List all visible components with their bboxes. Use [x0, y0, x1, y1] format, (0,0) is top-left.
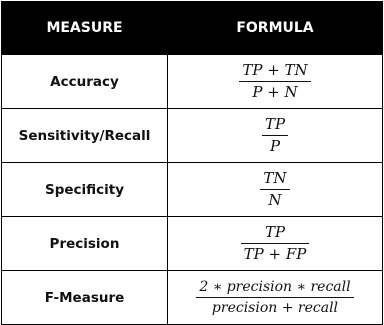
header-formula: FORMULA: [168, 2, 383, 55]
formula-denominator: TP + FP: [243, 245, 307, 263]
table-row: [2, 55, 383, 109]
formula-numerator: TP + TN: [242, 61, 308, 79]
formula-cell: [168, 109, 383, 163]
table-row: [2, 109, 383, 163]
formula-cell: [168, 55, 383, 109]
metrics-table-container: [1, 1, 382, 320]
formula-fraction: [260, 171, 289, 208]
measure-name: Sensitivity/Recall: [2, 109, 168, 163]
formula-denominator: N: [268, 191, 282, 209]
formula-cell: [168, 163, 383, 217]
formula-fraction: [262, 117, 288, 154]
formula-numerator: TN: [263, 169, 287, 187]
formula-fraction: [196, 280, 353, 315]
metrics-table: [1, 1, 383, 325]
table-row: [2, 217, 383, 271]
formula-numerator: TP: [264, 115, 286, 133]
measure-name: F-Measure: [2, 271, 168, 325]
header-row: [2, 2, 383, 55]
table-row: [2, 271, 383, 325]
header-measure: MEASURE: [2, 2, 168, 55]
measure-name: Specificity: [2, 163, 168, 217]
measure-name: Precision: [2, 217, 168, 271]
table-row: [2, 163, 383, 217]
formula-numerator: TP: [264, 223, 286, 241]
formula-cell: [168, 217, 383, 271]
formula-denominator: precision + recall: [211, 300, 339, 316]
formula-fraction: [239, 63, 310, 100]
formula-denominator: P: [269, 137, 281, 155]
formula-fraction: [241, 225, 310, 262]
measure-name: Accuracy: [2, 55, 168, 109]
formula-denominator: P + N: [252, 83, 298, 101]
formula-cell: [168, 271, 383, 325]
formula-numerator: 2 ∗ precision ∗ recall: [199, 279, 351, 295]
